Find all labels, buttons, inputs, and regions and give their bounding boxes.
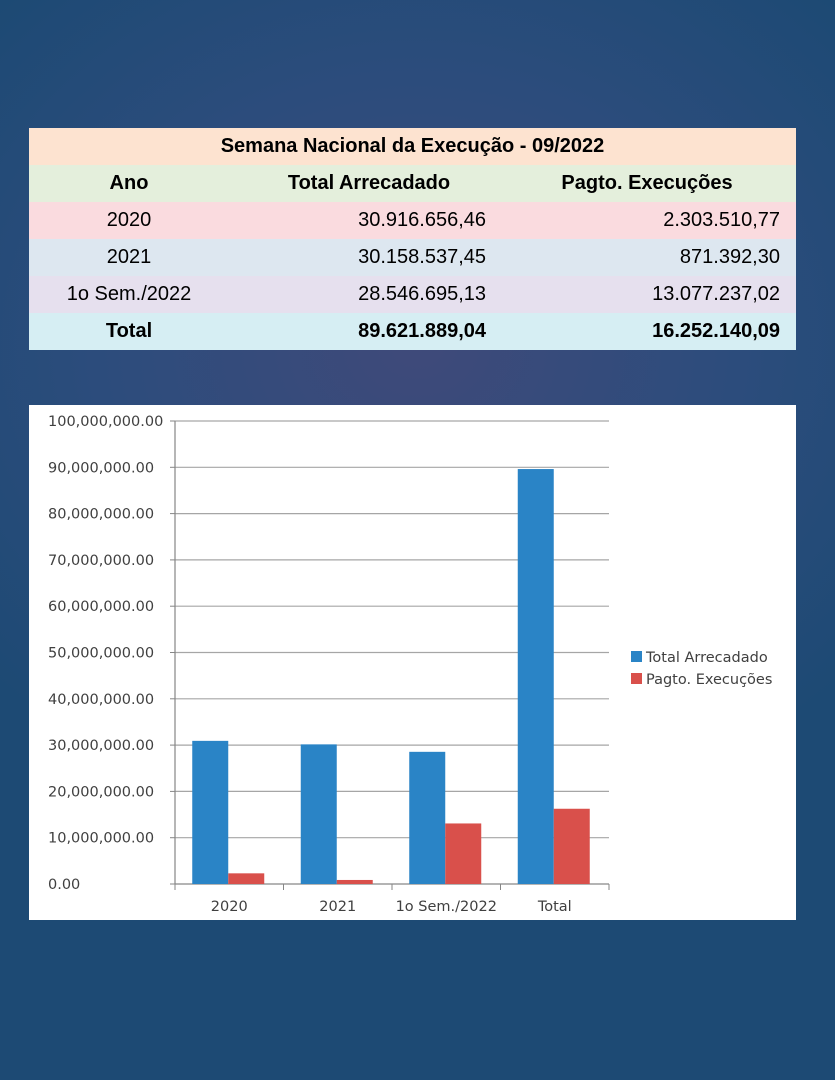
legend-label: Total Arrecadado (646, 650, 768, 666)
data-table (29, 128, 796, 350)
table-row-2020 (29, 202, 796, 239)
cell-pagto-execucoes: 16.252.140,09 (652, 320, 780, 342)
cell-ano: Total (105, 320, 153, 342)
table-title: Semana Nacional da Execução - 09/2022 (220, 135, 605, 157)
bar-pagto-execucoes (445, 823, 481, 884)
x-tick-label: 2021 (319, 899, 357, 915)
table-row-2022 (29, 276, 796, 313)
cell-pagto-execucoes: 871.392,30 (679, 246, 780, 268)
y-tick-label: 50,000,000.00 (48, 645, 155, 662)
y-tick-label: 40,000,000.00 (48, 691, 155, 708)
cell-ano: 1o Sem./2022 (66, 283, 192, 305)
legend-swatch (631, 673, 642, 684)
bar-total-arrecadado (518, 469, 554, 884)
table-row-2021 (29, 239, 796, 276)
cell-pagto-execucoes: 13.077.237,02 (652, 283, 780, 305)
bar-pagto-execucoes (228, 873, 264, 884)
bar-total-arrecadado (301, 744, 337, 884)
y-tick-label: 100,000,000.00 (48, 414, 164, 430)
bar-chart (29, 405, 796, 920)
legend-swatch (631, 651, 642, 662)
y-tick-label: 30,000,000.00 (48, 738, 155, 755)
cell-total-arrecadado: 30.158.537,45 (358, 246, 486, 268)
y-tick-label: 20,000,000.00 (48, 784, 155, 801)
table-title-row (29, 128, 796, 165)
legend-label: Pagto. Execuções (646, 672, 773, 688)
header-ano: Ano (109, 172, 149, 194)
y-tick-label: 90,000,000.00 (48, 460, 155, 477)
x-tick-label: 1o Sem./2022 (395, 899, 497, 915)
table-total-row (29, 313, 796, 350)
cell-pagto-execucoes: 2.303.510,77 (663, 209, 780, 231)
x-tick-label: Total (537, 899, 572, 915)
bar-pagto-execucoes (554, 809, 590, 884)
table-header-row (29, 165, 796, 202)
cell-ano: 2021 (106, 246, 152, 268)
bar-chart-panel (29, 405, 796, 920)
cell-total-arrecadado: 89.621.889,04 (358, 320, 486, 342)
cell-total-arrecadado: 28.546.695,13 (358, 283, 486, 305)
y-tick-label: 80,000,000.00 (48, 506, 155, 523)
header-total-arrecadado: Total Arrecadado (287, 172, 451, 194)
header-pagto-execucoes: Pagto. Execuções (561, 172, 733, 194)
y-tick-label: 70,000,000.00 (48, 552, 155, 569)
y-tick-label: 10,000,000.00 (48, 830, 155, 847)
y-tick-label: 0.00 (48, 877, 81, 893)
cell-ano: 2020 (106, 209, 152, 231)
cell-total-arrecadado: 30.916.656,46 (358, 209, 486, 231)
bar-total-arrecadado (192, 741, 228, 884)
bar-total-arrecadado (409, 752, 445, 884)
y-tick-label: 60,000,000.00 (48, 599, 155, 616)
bar-pagto-execucoes (337, 880, 373, 884)
x-tick-label: 2020 (210, 899, 248, 915)
